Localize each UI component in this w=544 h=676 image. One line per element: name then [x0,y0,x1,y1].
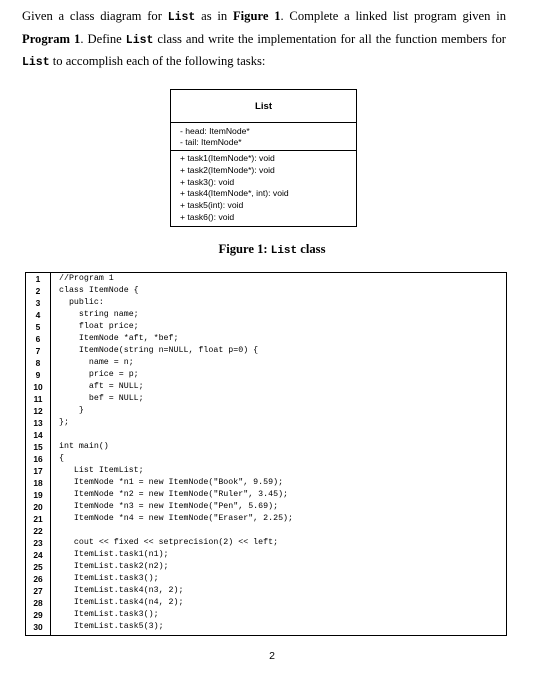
uml-attribute-tail: - tail: ItemNode* [180,137,242,147]
caption-suffix: class [297,242,326,256]
caption-code: List [270,245,298,257]
code-line: ItemNode *n1 = new ItemNode("Book", 9.59); [59,478,284,487]
code-line: int main() [59,442,109,451]
line-number: 10 [33,382,43,392]
line-number: 7 [35,346,41,356]
code-line: bef = NULL; [59,394,144,403]
code-line: class ItemNode { [59,286,139,295]
figure-reference: Figure 1 [232,9,281,23]
code-line [59,525,506,537]
code-line: cout << fixed << setprecision(2) << left; [59,538,279,547]
uml-attribute-head: - head: ItemNode* [180,126,250,136]
code-line: ItemList.task4(n3, 2); [59,586,184,595]
caption-label: Figure 1: [218,242,271,256]
code-lines [59,273,506,633]
uml-operation-task5: + task5(int): void [180,200,244,211]
line-number: 1 [35,274,41,284]
line-number: 30 [33,622,43,632]
list-code-ref-3: List [22,56,50,69]
line-number: 28 [33,598,43,608]
code-line: List ItemList; [59,466,144,475]
intro-paragraph [22,6,506,74]
line-number: 19 [33,490,43,500]
line-number: 2 [35,286,41,296]
line-number: 8 [35,358,41,368]
line-number: 21 [33,514,43,524]
line-number: 18 [33,478,43,488]
code-line: ItemNode *n4 = new ItemNode("Eraser", 2.25); [59,514,294,523]
list-code-ref-2: List [125,33,154,47]
line-number: 24 [33,550,43,560]
line-number: 16 [33,454,43,464]
line-number: 29 [33,610,43,620]
intro-text-5: class and write the implementation for all the function members for [153,31,506,46]
code-listing [25,272,507,636]
code-line [59,429,506,441]
line-number: 12 [33,406,43,416]
code-line: price = p; [59,370,139,379]
intro-text-2: as in [195,9,233,23]
code-line: ItemNode *n3 = new ItemNode("Pen", 5.69); [59,502,279,511]
line-number: 11 [33,394,43,404]
line-number-gutter [26,273,51,635]
uml-operations [171,151,356,226]
uml-operation-task4: + task4(ItemNode*, int): void [180,188,289,199]
line-number: 17 [33,466,43,476]
code-line: aft = NULL; [59,382,144,391]
line-number: 4 [35,310,41,320]
uml-operation-task1: + task1(ItemNode*): void [180,153,275,163]
code-line: string name; [59,310,139,319]
line-number: 20 [33,502,43,512]
line-number: 6 [35,334,41,344]
list-code-ref-1: List [167,11,196,24]
code-line: ItemNode *n2 = new ItemNode("Ruler", 3.45); [59,490,289,499]
line-number: 22 [33,526,43,536]
code-line: public: [59,298,104,307]
line-number: 23 [33,538,43,548]
code-line: ItemList.task2(n2); [59,562,169,571]
line-number: 13 [33,418,43,428]
code-line: ItemList.task3(); [59,574,159,583]
line-number: 9 [35,370,41,380]
line-number: 26 [33,574,43,584]
uml-operation-task2: + task2(ItemNode*): void [180,164,275,175]
page-number: 2 [269,650,275,662]
intro-text-1: Given a class diagram for [22,9,168,23]
line-number: 15 [33,442,43,452]
code-line: }; [59,418,69,427]
code-line: //Program 1 [59,274,114,283]
uml-operation-task3: + task3(): void [180,176,235,187]
code-line: { [59,454,64,463]
line-number: 27 [33,586,43,596]
code-line: ItemNode(string n=NULL, float p=0) { [59,346,259,355]
code-line: ItemList.task1(n1); [59,550,169,559]
figure-caption [0,242,544,257]
code-line: ItemNode *aft, *bef; [59,334,179,343]
line-number: 25 [33,562,43,572]
uml-attributes [171,123,356,151]
code-line: ItemList.task5(3); [59,622,164,631]
intro-text-4: . Define [80,31,126,46]
code-line: ItemList.task3(); [59,610,159,619]
line-number: 14 [33,430,43,440]
uml-operation-task6: + task6(): void [180,211,235,222]
intro-text-3: . Complete a linked list program given in [280,9,507,23]
line-number: 5 [35,322,41,332]
code-line: } [59,406,84,415]
uml-class-diagram [170,89,357,227]
code-line: name = n; [59,358,134,367]
uml-class-name: List [171,90,356,123]
intro-text-6: to accomplish each of the following tasks: [49,54,266,68]
code-line: ItemList.task4(n4, 2); [59,598,184,607]
code-line: float price; [59,322,139,331]
program-reference: Program 1 [22,31,81,46]
line-number: 3 [35,298,41,308]
